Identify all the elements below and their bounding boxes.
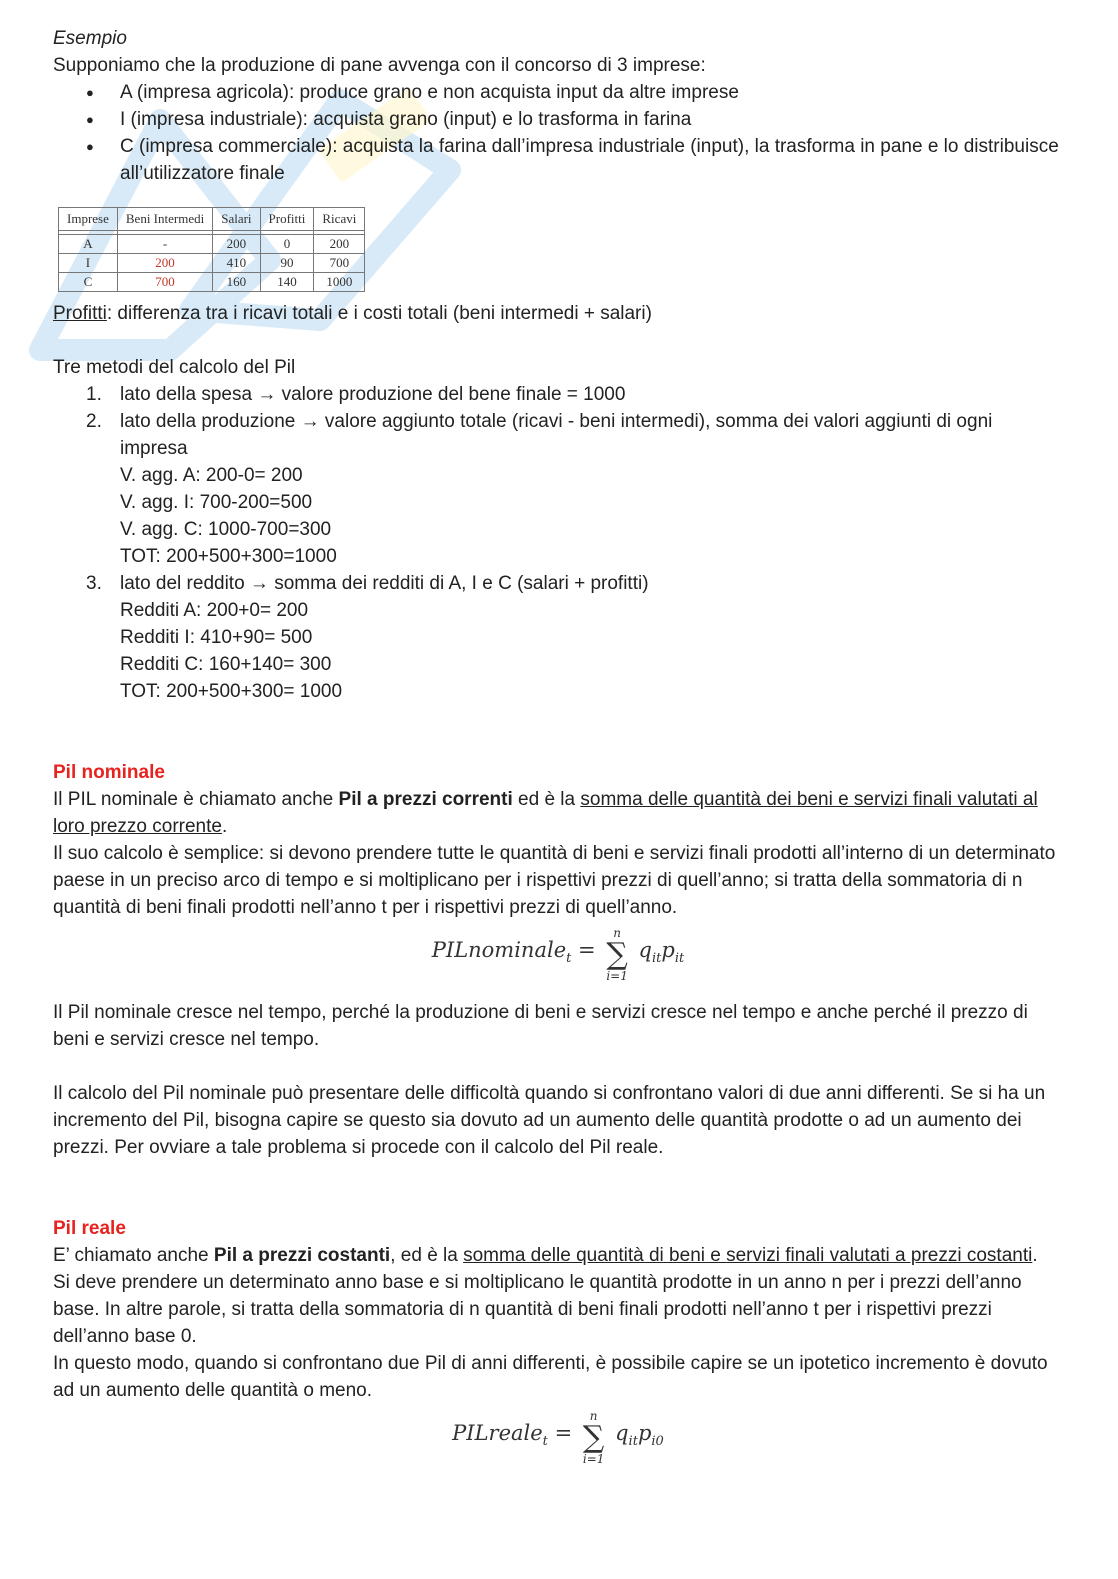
method-subline: V. agg. C: 1000-700=300 [120,519,332,540]
table-cell: 410 [213,254,260,273]
nominale-paragraph-4: Il calcolo del Pil nominale può presentare delle difficoltà quando si confrontano valori di due anni differenti. Se si ha un incremento del Pil, bisogna capire se questo sia dovuto ad un aumento delle quantità prodotte o ad un aumento dei prezzi. Per ovviare a tale problema si procede con il calcolo del Pil reale. [53,1083,1046,1158]
list-number: 1. [86,384,102,405]
table-cell: 700 [117,273,212,292]
table-row [59,254,365,273]
profitti-text: : differenza tra i ricavi totali e i costi totali (beni intermedi + salari) [106,303,652,324]
section-heading-pil-reale: Pil reale [53,1218,126,1239]
method-text: lato della spesa → valore produzione del bene finale = 1000 [120,384,626,405]
summation-icon: n ∑ i=1 [606,926,628,983]
table-cell: 140 [260,273,314,292]
nominale-paragraph-3: Il Pil nominale cresce nel tempo, perché la produzione di beni e servizi cresce nel tempo e anche perché il prezzo di beni e servizi cresce nel tempo. [53,1002,1028,1050]
table-header-cell: Profitti [260,208,314,231]
nominale-paragraph-2: Il suo calcolo è semplice: si devono prendere tutte le quantità di beni e servizi finali prodotti all’interno di un determinato paese in un preciso arco di tempo e si moltiplicano per i rispettivi prezzi di quell’anno; si tratta della sommatoria di n quantità di beni finali prodotti nell’anno t per i rispettivi prezzi di quell’anno. [53,843,1056,918]
reale-paragraph-3: In questo modo, quando si confrontano due Pil di anni differenti, è possibile capire se un ipotetico incremento è dovuto ad un aumento delle quantità o meno. [53,1353,1048,1401]
table-cell: I [59,254,118,273]
list-item [86,408,1063,570]
method-subline: V. agg. A: 200-0= 200 [120,465,303,486]
method-subline: Redditi C: 160+140= 300 [120,654,332,675]
nominale-paragraph-1: Il PIL nominale è chiamato anche Pil a prezzi correnti ed è la somma delle quantità dei beni e servizi finali valutati al loro prezzo corrente. [53,789,1038,837]
imprese-table [58,207,365,292]
method-subline: Redditi I: 410+90= 500 [120,627,313,648]
table-cell: C [59,273,118,292]
list-item: ● C (impresa commerciale): acquista la farina dall’impresa industriale (input), la trasforma in pane e lo distribuisce all’utilizzatore finale [120,133,1063,187]
method-subline: TOT: 200+500+300= 1000 [120,681,343,702]
summation-icon: n ∑ i=1 [582,1409,605,1466]
reale-paragraph-1: E’ chiamato anche Pil a prezzi costanti, ed è la somma delle quantità di beni e servizi finali valutati a prezzi costanti. [53,1245,1038,1266]
list-item [86,381,1063,408]
section-heading-pil-nominale: Pil nominale [53,762,165,783]
table-cell: - [117,235,212,254]
method-text: lato del reddito → somma dei redditi di A, I e C (salari + profitti) [120,573,649,594]
intro-paragraph: Supponiamo che la produzione di pane avvenga con il concorso di 3 imprese: [53,55,706,76]
methods-list [53,381,1063,705]
table-header-cell: Ricavi [314,208,365,231]
formula-pil-reale: PILreale$_t$ = n ∑ i=1 $q_{it}p_{i0}$ [452,1409,664,1466]
table-cell: 1000 [314,273,365,292]
table-cell: 200 [213,235,260,254]
profitti-term: Profitti [53,303,107,324]
list-item [86,570,1063,705]
table-header-cell: Imprese [59,208,118,231]
table-header-row [59,208,365,231]
table-row [59,235,365,254]
list-item: ● A (impresa agricola): produce grano e non acquista input da altre imprese [120,79,1063,106]
table-cell: 0 [260,235,314,254]
table-row [59,273,365,292]
table-cell: A [59,235,118,254]
table-header-cell: Salari [213,208,260,231]
imprese-bullet-list [53,79,1063,187]
profitti-definition [53,300,1063,327]
example-title: Esempio [53,28,127,49]
table-cell: 90 [260,254,314,273]
table-cell: 160 [213,273,260,292]
table-cell: 200 [314,235,365,254]
table-cell: 700 [314,254,365,273]
formula-pil-nominale: PILnominale$_t$ = n ∑ i=1 $q_{it}p_{it}$ [431,926,685,983]
table-header-cell: Beni Intermedi [117,208,212,231]
method-text: lato della produzione → valore aggiunto totale (ricavi - beni intermedi), somma dei valori aggiunti di ogni impresa [120,411,993,459]
methods-title: Tre metodi del calcolo del Pil [53,357,296,378]
list-item: ● I (impresa industriale): acquista grano (input) e lo trasforma in farina [120,106,1063,133]
list-number: 2. [86,411,102,432]
method-subline: Redditi A: 200+0= 200 [120,600,309,621]
document-page [53,25,1063,1482]
method-subline: TOT: 200+500+300=1000 [120,546,337,567]
list-number: 3. [86,573,102,594]
table-cell: 200 [117,254,212,273]
reale-paragraph-2: Si deve prendere un determinato anno base e si moltiplicano le quantità prodotte in un anno n per i prezzi dell’anno base. In altre parole, si tratta della sommatoria di n quantità di beni finali prodotti nell’anno t per i rispettivi prezzi dell’anno base 0. [53,1272,1022,1347]
method-subline: V. agg. I: 700-200=500 [120,492,313,513]
